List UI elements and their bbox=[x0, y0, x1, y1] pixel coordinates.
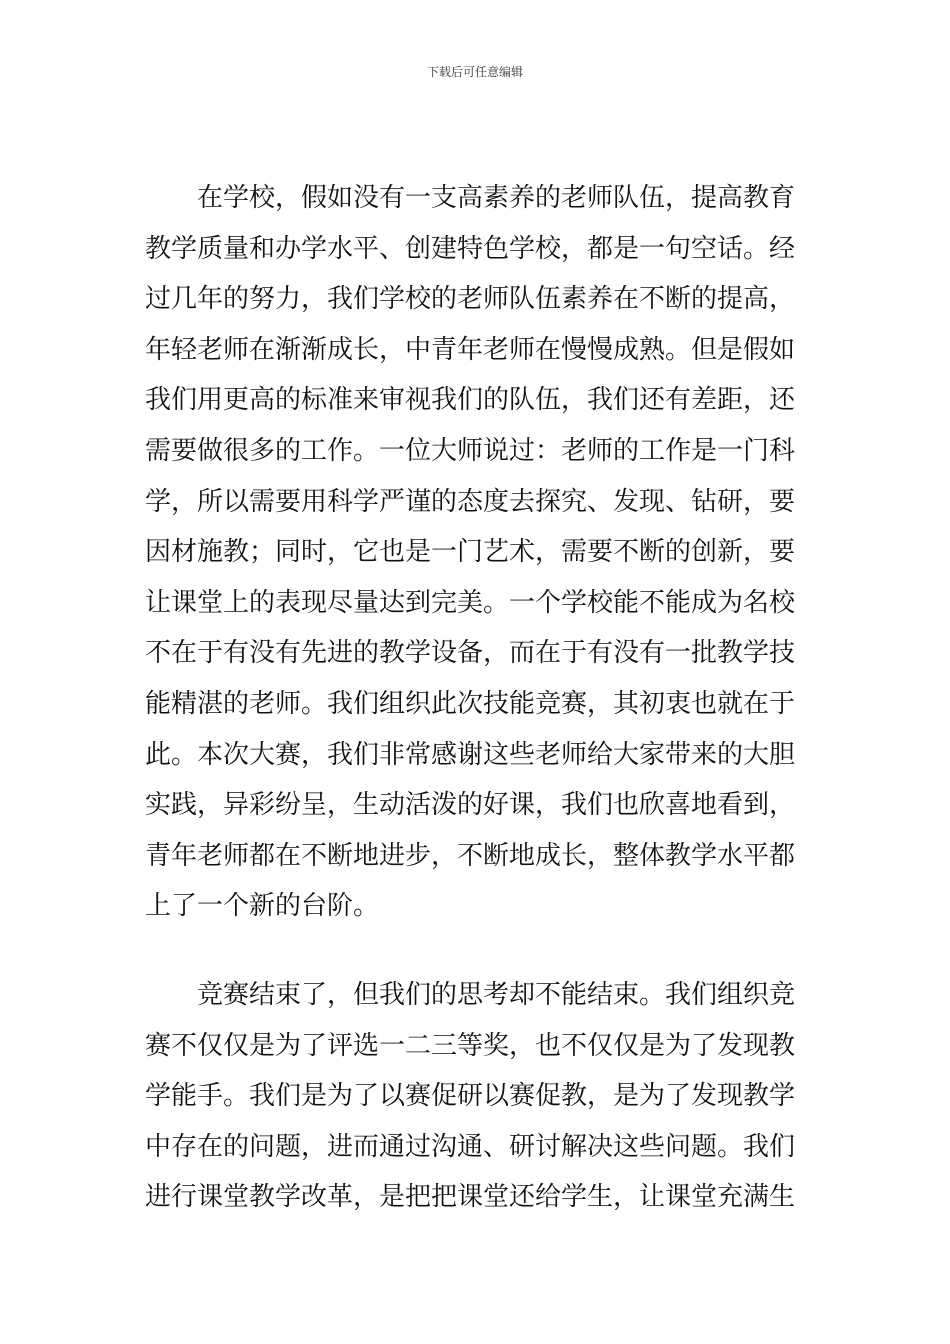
paragraph-line: 实践，异彩纷呈，生动活泼的好课，我们也欣喜地看到， bbox=[145, 790, 796, 821]
paragraph-line: 在学校，假如没有一支高素养的老师队伍，提高教育 bbox=[145, 183, 796, 213]
paragraph-line: 此。本次大赛，我们非常感谢这些老师给大家带来的大胆 bbox=[145, 739, 796, 770]
paragraph-line: 学能手。我们是为了以赛促研以赛促教，是为了发现教学 bbox=[145, 1081, 796, 1112]
header-note: 下载后可任意编辑 bbox=[426, 65, 523, 79]
paragraph-line: 年轻老师在渐渐成长，中青年老师在慢慢成熟。但是假如 bbox=[145, 334, 796, 365]
paragraph-line: 需要做很多的工作。一位大师说过：老师的工作是一门科 bbox=[145, 435, 796, 466]
paragraph-line: 上了一个新的台阶。 bbox=[145, 891, 380, 922]
paragraph-line: 不在于有没有先进的教学设备，而在于有没有一批教学技 bbox=[145, 638, 796, 669]
paragraph-line: 我们用更高的标准来审视我们的队伍，我们还有差距，还 bbox=[145, 385, 796, 416]
paragraph-line: 让课堂上的表现尽量达到完美。一个学校能不能成为名校 bbox=[145, 587, 796, 618]
paragraph-line: 中存在的问题，进而通过沟通、研讨解决这些问题。我们 bbox=[145, 1131, 796, 1162]
paragraph-line: 赛不仅仅是为了评选一二三等奖，也不仅仅是为了发现教 bbox=[145, 1030, 796, 1061]
paragraph-line: 能精湛的老师。我们组织此次技能竞赛，其初衷也就在于 bbox=[145, 688, 796, 719]
paragraph-1 bbox=[145, 173, 807, 932]
paragraph-line: 青年老师都在不断地进步，不断地成长，整体教学水平都 bbox=[145, 840, 796, 871]
paragraph-line: 竞赛结束了，但我们的思考却不能结束。我们组织竞 bbox=[145, 980, 796, 1010]
paragraph-line: 因材施教；同时，它也是一门艺术，需要不断的创新，要 bbox=[145, 537, 796, 568]
paragraph-line: 过几年的努力，我们学校的老师队伍素养在不断的提高， bbox=[145, 284, 796, 315]
paragraph-line: 进行课堂教学改革，是把把课堂还给学生，让课堂充满生 bbox=[145, 1182, 796, 1213]
paragraph-line: 教学质量和办学水平、创建特色学校，都是一句空话。经 bbox=[145, 233, 796, 264]
paragraph-line: 学，所以需要用科学严谨的态度去探究、发现、钻研，要 bbox=[145, 486, 796, 517]
paragraph-2 bbox=[145, 970, 807, 1223]
